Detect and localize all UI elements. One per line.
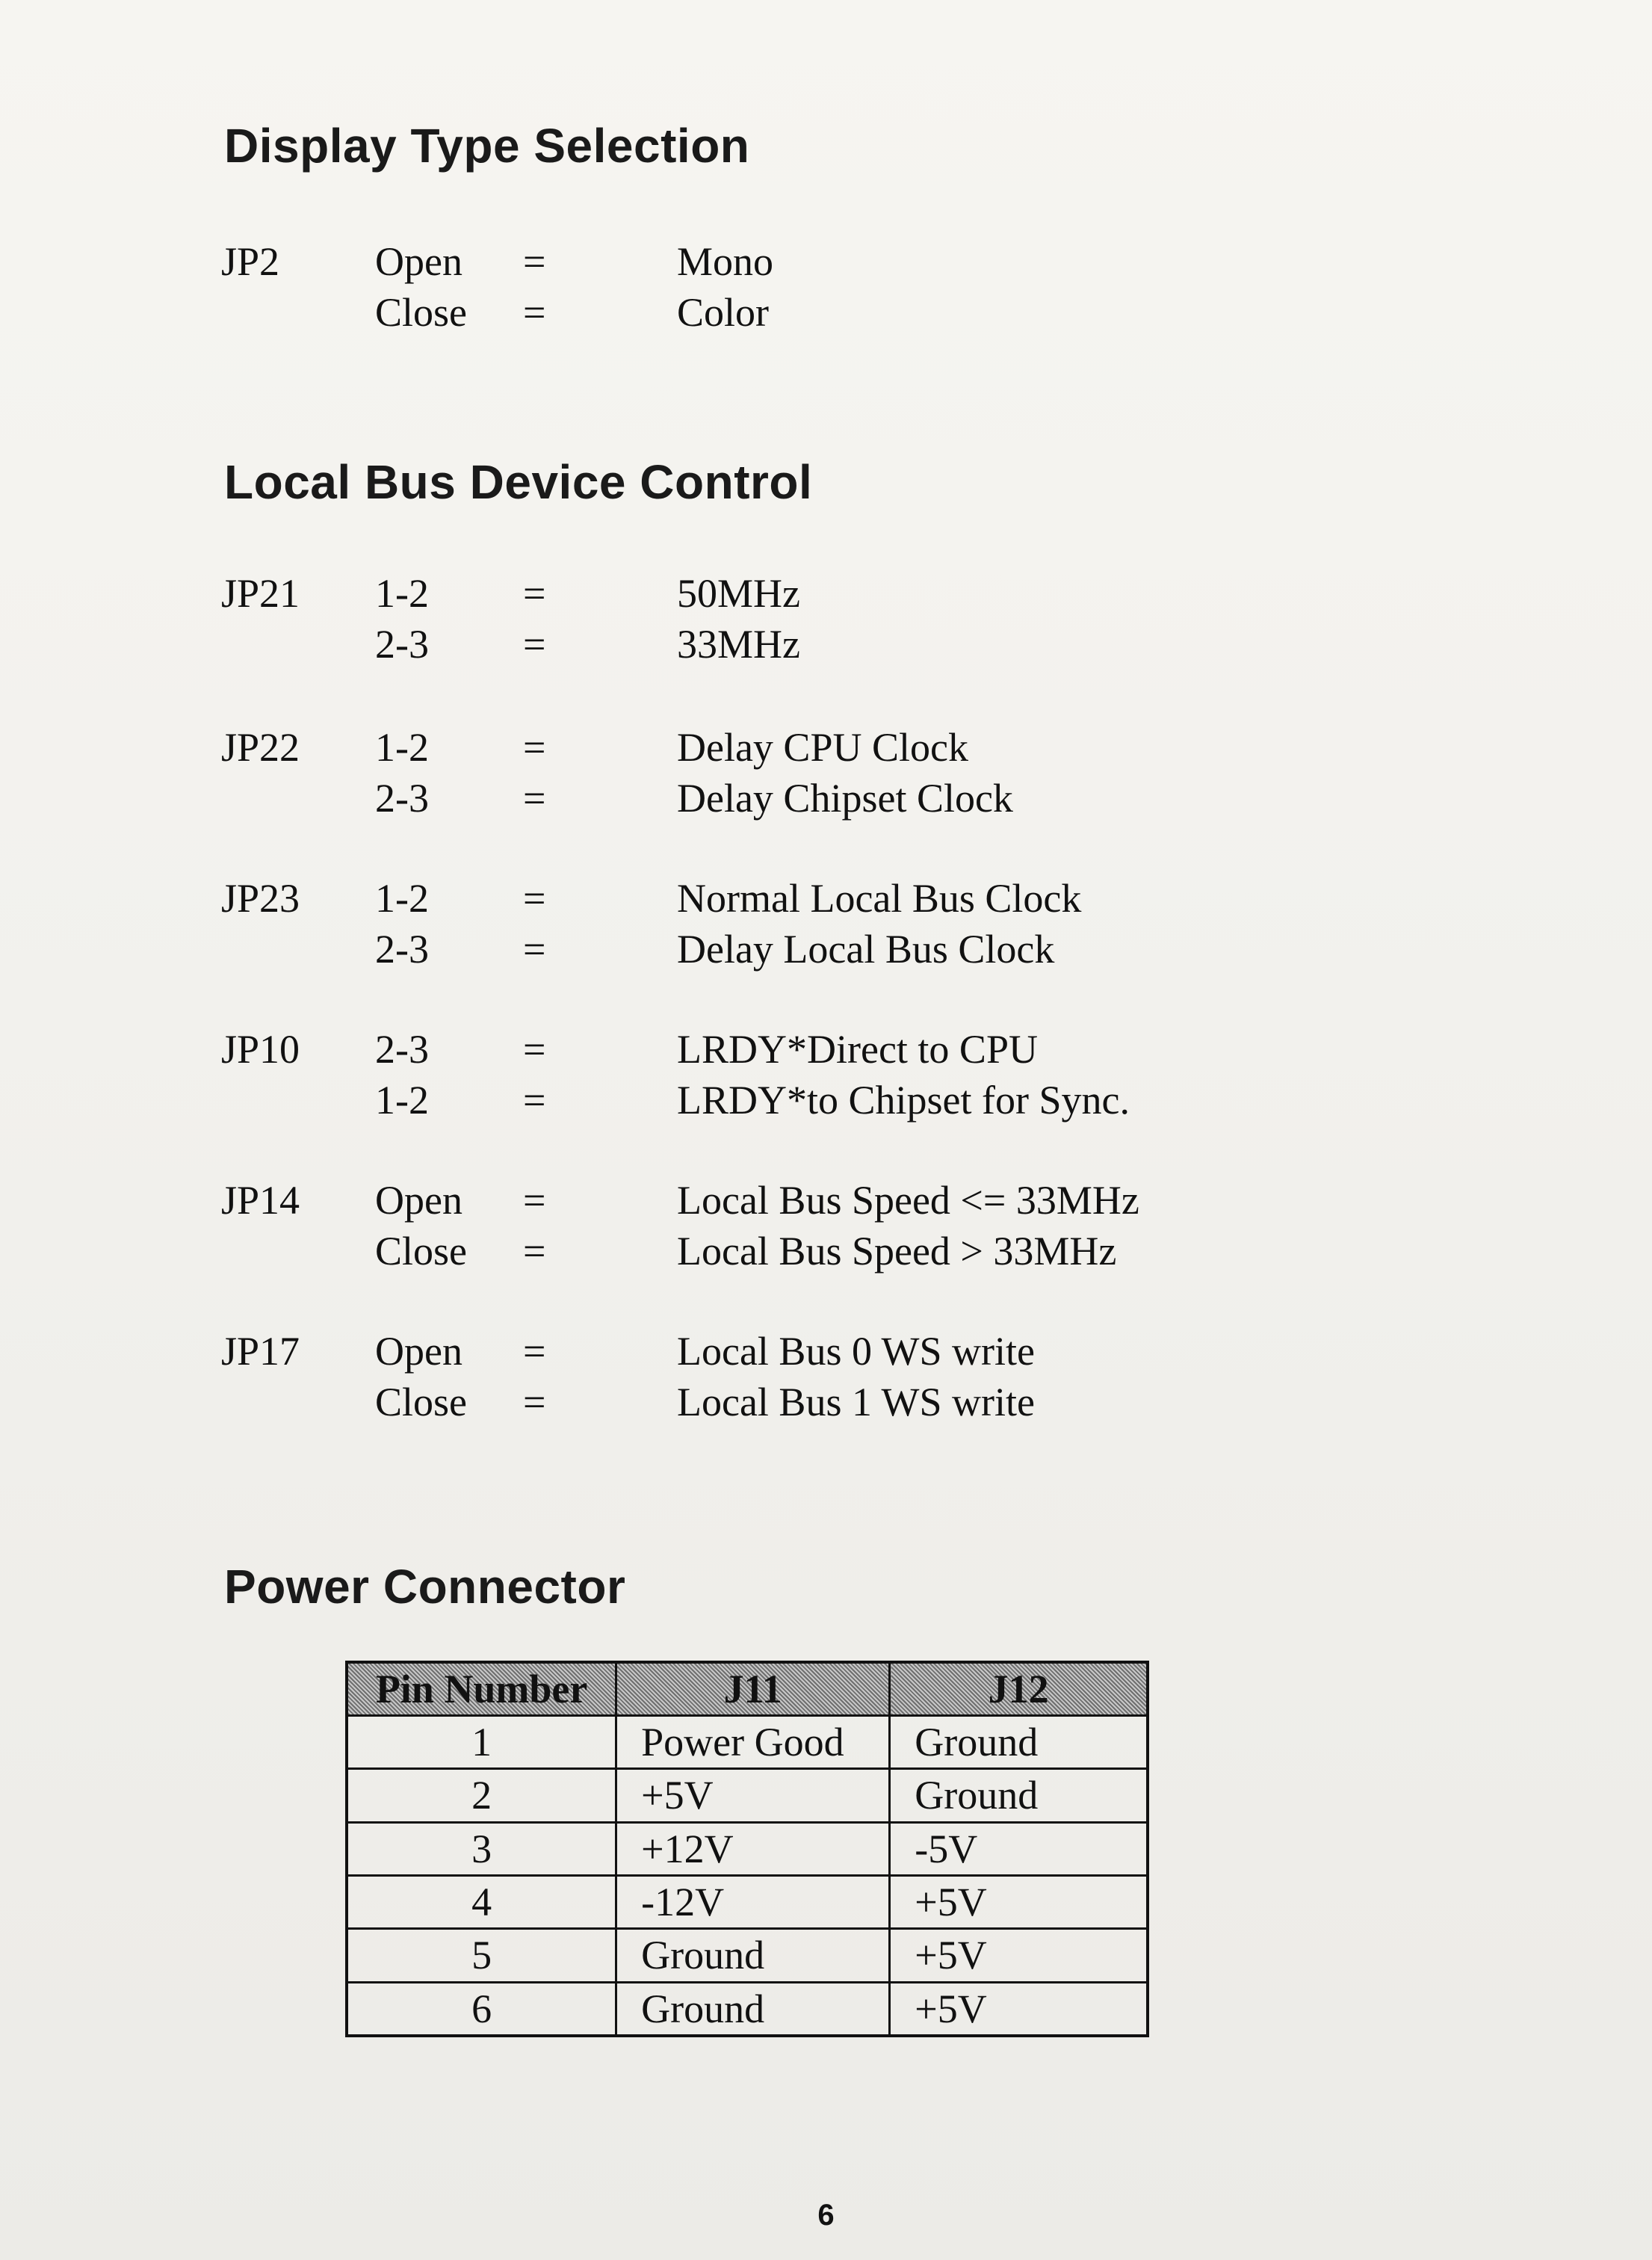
- header-j11: J11: [616, 1662, 890, 1716]
- jumper-setting: 1-2: [375, 1078, 429, 1123]
- j12-cell: +5V: [890, 1929, 1148, 1982]
- setting-value: Normal Local Bus Clock: [677, 876, 1082, 921]
- j12-cell: Ground: [890, 1769, 1148, 1822]
- j11-cell: Ground: [616, 1929, 890, 1982]
- equals-sign: =: [523, 1229, 546, 1273]
- jp2-group: [221, 236, 1417, 338]
- power-connector-table: [345, 1661, 1149, 2037]
- pin-number-cell: 3: [347, 1822, 616, 1875]
- j12-cell: Ground: [890, 1716, 1148, 1769]
- jumper-label: JP2: [221, 239, 280, 284]
- jp10-group: [221, 1024, 1417, 1126]
- jumper-label: JP10: [221, 1027, 300, 1072]
- header-j12: J12: [890, 1662, 1148, 1716]
- setting-value: Delay CPU Clock: [677, 725, 968, 770]
- jp23-group: [221, 873, 1417, 975]
- jumper-label: JP21: [221, 571, 300, 616]
- equals-sign: =: [523, 571, 546, 616]
- jumper-setting: 2-3: [375, 927, 429, 972]
- table-row: [347, 1769, 1148, 1822]
- equals-sign: =: [523, 1380, 546, 1424]
- setting-value: LRDY*Direct to CPU: [677, 1027, 1038, 1072]
- setting-row: [221, 568, 1417, 619]
- jumper-label: JP14: [221, 1178, 300, 1223]
- equals-sign: =: [523, 776, 546, 821]
- equals-sign: =: [523, 622, 546, 667]
- local-bus-heading: Local Bus Device Control: [224, 455, 813, 509]
- pin-number-cell: 4: [347, 1875, 616, 1928]
- table-row: [347, 1875, 1148, 1928]
- j12-cell: +5V: [890, 1875, 1148, 1928]
- jp14-group: [221, 1175, 1417, 1276]
- setting-value: LRDY*to Chipset for Sync.: [677, 1078, 1130, 1123]
- jumper-label: JP22: [221, 725, 300, 770]
- equals-sign: =: [523, 1178, 546, 1223]
- pin-number-cell: 5: [347, 1929, 616, 1982]
- setting-value: Delay Chipset Clock: [677, 776, 1013, 821]
- setting-value: 50MHz: [677, 571, 800, 616]
- jumper-setting: 2-3: [375, 776, 429, 821]
- jumper-setting: Close: [375, 1229, 468, 1273]
- setting-row: [221, 873, 1417, 924]
- jumper-setting: Close: [375, 1380, 468, 1424]
- jumper-setting: Open: [375, 1329, 463, 1374]
- setting-row: [221, 1075, 1417, 1126]
- setting-value: Local Bus 1 WS write: [677, 1380, 1035, 1424]
- setting-row: [221, 1326, 1417, 1377]
- setting-row: [221, 1024, 1417, 1075]
- setting-row: [221, 924, 1417, 975]
- j11-cell: +5V: [616, 1769, 890, 1822]
- equals-sign: =: [523, 1078, 546, 1123]
- j11-cell: Ground: [616, 1982, 890, 2036]
- setting-value: Color: [677, 290, 770, 335]
- setting-row: [221, 722, 1417, 773]
- table-row: [347, 1716, 1148, 1769]
- setting-value: Local Bus Speed > 33MHz: [677, 1229, 1117, 1273]
- equals-sign: =: [523, 1329, 546, 1374]
- page-number: 6: [817, 2199, 835, 2232]
- setting-value: Local Bus Speed <= 33MHz: [677, 1178, 1139, 1223]
- equals-sign: =: [523, 725, 546, 770]
- jumper-setting: 2-3: [375, 622, 429, 667]
- table-row: [347, 1982, 1148, 2036]
- setting-row: [221, 236, 1417, 287]
- table-row: [347, 1929, 1148, 1982]
- display-type-heading: Display Type Selection: [224, 119, 750, 173]
- jp22-group: [221, 722, 1417, 824]
- setting-row: [221, 1377, 1417, 1427]
- setting-value: 33MHz: [677, 622, 800, 667]
- j11-cell: +12V: [616, 1822, 890, 1875]
- power-connector-heading: Power Connector: [224, 1560, 626, 1614]
- table-header-row: [347, 1662, 1148, 1716]
- setting-value: Delay Local Bus Clock: [677, 927, 1055, 972]
- jumper-setting: 2-3: [375, 1027, 429, 1072]
- jumper-setting: 1-2: [375, 876, 429, 921]
- setting-value: Local Bus 0 WS write: [677, 1329, 1035, 1374]
- equals-sign: =: [523, 290, 546, 335]
- equals-sign: =: [523, 876, 546, 921]
- jumper-label: JP17: [221, 1329, 300, 1374]
- jp21-group: [221, 568, 1417, 670]
- equals-sign: =: [523, 1027, 546, 1072]
- jumper-setting: Close: [375, 290, 468, 335]
- jumper-setting: 1-2: [375, 725, 429, 770]
- table-row: [347, 1822, 1148, 1875]
- equals-sign: =: [523, 927, 546, 972]
- setting-row: [221, 287, 1417, 338]
- equals-sign: =: [523, 239, 546, 284]
- pin-number-cell: 6: [347, 1982, 616, 2036]
- j12-cell: -5V: [890, 1822, 1148, 1875]
- setting-value: Mono: [677, 239, 774, 284]
- jumper-setting: 1-2: [375, 571, 429, 616]
- j12-cell: +5V: [890, 1982, 1148, 2036]
- setting-row: [221, 619, 1417, 670]
- setting-row: [221, 1226, 1417, 1276]
- jumper-setting: Open: [375, 1178, 463, 1223]
- j11-cell: Power Good: [616, 1716, 890, 1769]
- jumper-setting: Open: [375, 239, 463, 284]
- pin-number-cell: 2: [347, 1769, 616, 1822]
- jp17-group: [221, 1326, 1417, 1427]
- setting-row: [221, 773, 1417, 824]
- j11-cell: -12V: [616, 1875, 890, 1928]
- header-pin-number: Pin Number: [347, 1662, 616, 1716]
- jumper-label: JP23: [221, 876, 300, 921]
- pin-number-cell: 1: [347, 1716, 616, 1769]
- setting-row: [221, 1175, 1417, 1226]
